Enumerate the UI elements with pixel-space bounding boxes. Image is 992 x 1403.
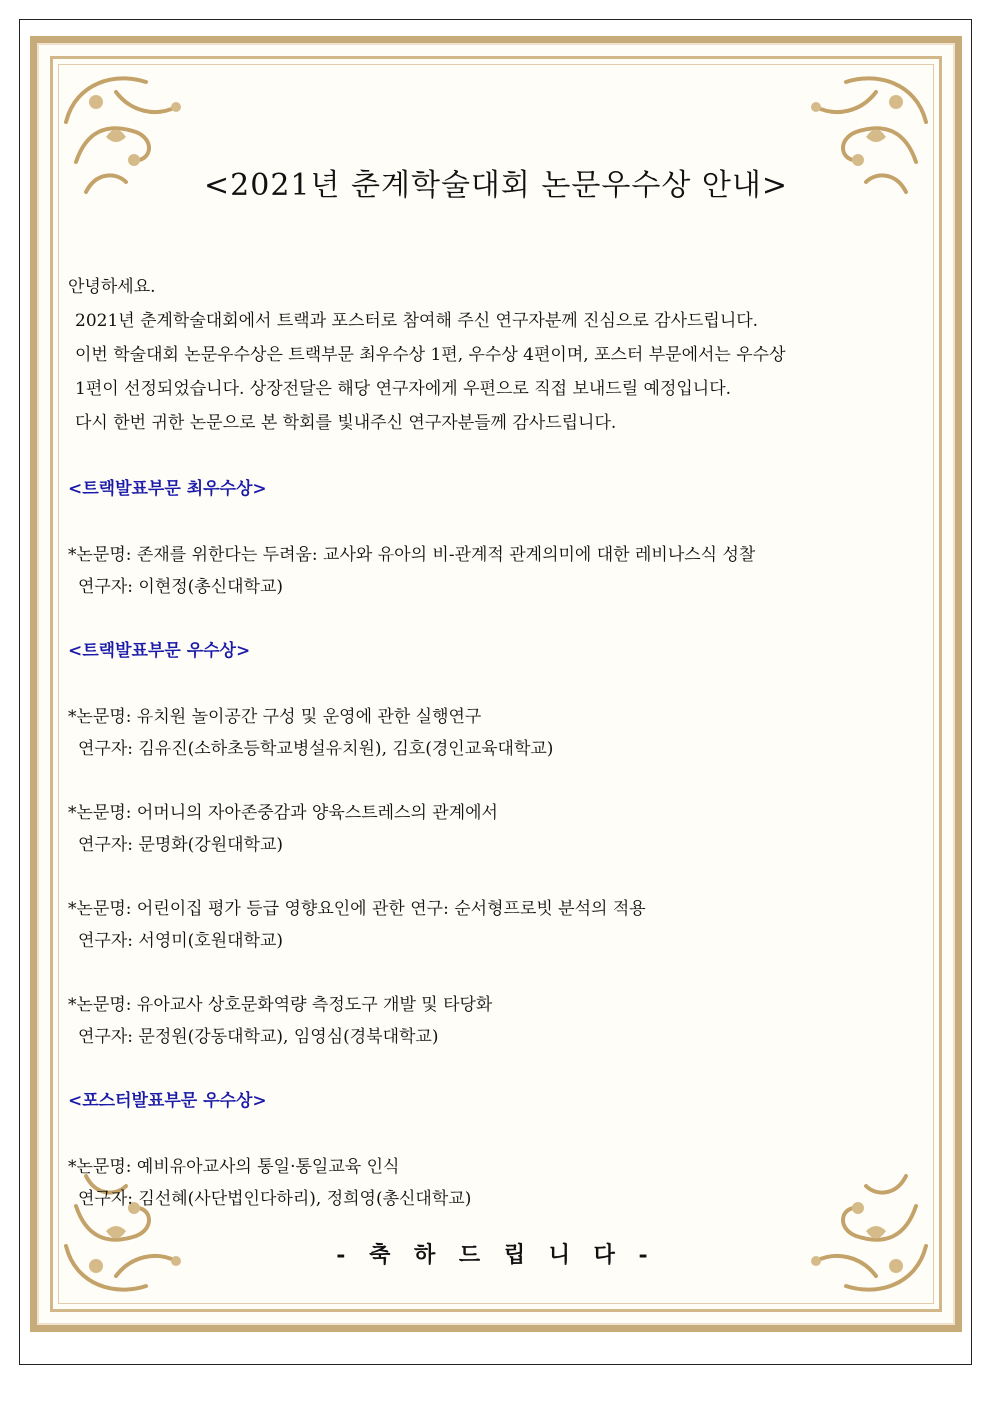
paper-author: 연구자: 문명화(강원대학교): [78, 835, 284, 855]
paper-author: 연구자: 이현정(총신대학교): [78, 577, 284, 597]
closing-congratulations: - 축 하 드 립 니 다 -: [336, 1242, 656, 1268]
page-title: <2021년 춘계학술대회 논문우수상 안내>: [204, 168, 788, 203]
paper-author: 연구자: 김선혜(사단법인다하리), 정희영(총신대학교): [78, 1189, 472, 1209]
section-heading-poster-excellence: <포스터발표부문 우수상>: [68, 1091, 267, 1111]
notice-content: [68, 270, 948, 1214]
section-heading-track-excellence: <트랙발표부문 우수상>: [68, 641, 251, 661]
intro-line: 1편이 선정되었습니다. 상장전달은 해당 연구자에게 우편으로 직접 보내드릴 예정입니다.: [75, 379, 732, 399]
intro-line: 2021년 춘계학술대회에서 트랙과 포스터로 참여해 주신 연구자분께 진심으로 감사드립니다.: [75, 311, 759, 331]
paper-title: *논문명: 존재를 위한다는 두려움: 교사와 유아의 비-관계적 관계의미에 대한 레비나스식 성찰: [68, 545, 756, 565]
paper-author: 연구자: 김유진(소하초등학교병설유치원), 김호(경인교육대학교): [78, 739, 554, 759]
paper-title: *논문명: 어머니의 자아존중감과 양육스트레스의 관계에서: [68, 803, 498, 823]
intro-line: 이번 학술대회 논문우수상은 트랙부문 최우수상 1편, 우수상 4편이며, 포스터 부문에서는 우수상: [75, 345, 786, 365]
paper-title: *논문명: 예비유아교사의 통일·통일교육 인식: [68, 1157, 400, 1177]
intro-line: 다시 한번 귀한 논문으로 본 학회를 빛내주신 연구자분들께 감사드립니다.: [75, 413, 617, 433]
paper-title: *논문명: 유치원 놀이공간 구성 및 운영에 관한 실행연구: [68, 707, 482, 727]
section-heading-track-grand: <트랙발표부문 최우수상>: [68, 479, 267, 499]
paper-author: 연구자: 문정원(강동대학교), 임영심(경북대학교): [78, 1027, 439, 1047]
paper-title: *논문명: 유아교사 상호문화역량 측정도구 개발 및 타당화: [68, 995, 493, 1015]
paper-author: 연구자: 서영미(호원대학교): [78, 931, 284, 951]
intro-greeting: 안녕하세요.: [68, 277, 156, 297]
paper-title: *논문명: 어린이집 평가 등급 영향요인에 관한 연구: 순서형프로빗 분석의 적용: [68, 899, 646, 919]
